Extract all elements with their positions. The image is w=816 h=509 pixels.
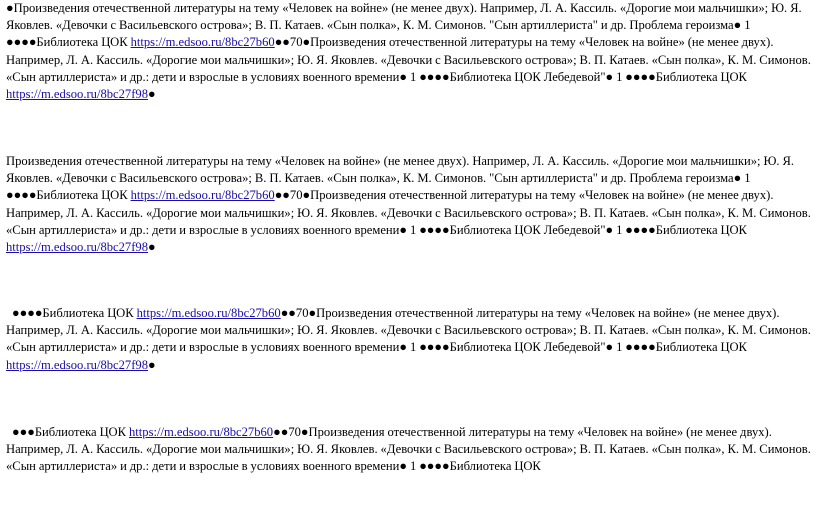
bullet-marker: ● <box>148 87 156 102</box>
paragraph-1 <box>6 0 812 103</box>
bullet-marker: ● <box>148 240 156 255</box>
paragraph-text: ●●70●Произведения отечественной литературы на тему «Человек на войне» (не менее двух). Например, Л. А. Кассиль. «Дорогие мои мальчишки»; Ю. Я. Яковлев. «Девочки с Васильевского острова»; В. П. Катаев. «Сын полка», К. М. Симонов. «Сын артиллериста» и др.: дети и взрослые в условиях военного времени● 1 ●●●●Библиотека ЦОК Лебедевой"● 1 ●●●●Библиотека ЦОК <box>6 35 811 84</box>
paragraph-text: ●●70●Произведения отечественной литературы на тему «Человек на войне» (не менее двух). Например, Л. А. Кассиль. «Дорогие мои мальчишки»; Ю. Я. Яковлев. «Девочки с Васильевского острова»; В. П. Катаев. «Сын полка», К. М. Симонов. «Сын артиллериста» и др.: дети и взрослые в условиях военного времени● 1 ●●●●Библиотека ЦОК <box>6 425 811 474</box>
library-link[interactable]: https://m.edsoo.ru/8bc27f98 <box>6 87 149 102</box>
paragraph-2 <box>6 153 812 256</box>
paragraph-4 <box>6 424 812 476</box>
paragraph-text: ●●●●Библиотека ЦОК <box>12 306 137 320</box>
library-link[interactable]: https://m.edsoo.ru/8bc27b60 <box>130 188 275 203</box>
library-link[interactable]: https://m.edsoo.ru/8bc27f98 <box>6 240 149 255</box>
paragraph-text: ●●70●Произведения отечественной литературы на тему «Человек на войне» (не менее двух). Например, Л. А. Кассиль. «Дорогие мои мальчишки»; Ю. Я. Яковлев. «Девочки с Васильевского острова»; В. П. Катаев. «Сын полка», К. М. Симонов. «Сын артиллериста» и др.: дети и взрослые в условиях военного времени● 1 ●●●●Библиотека ЦОК Лебедевой"● 1 ●●●●Библиотека ЦОК <box>6 306 811 355</box>
paragraph-text: ●●●Библиотека ЦОК <box>12 425 129 439</box>
paragraph-text: ●●70●Произведения отечественной литературы на тему «Человек на войне» (не менее двух). Например, Л. А. Кассиль. «Дорогие мои мальчишки»; Ю. Я. Яковлев. «Девочки с Васильевского острова»; В. П. Катаев. «Сын полка», К. М. Симонов. «Сын артиллериста» и др.: дети и взрослые в условиях военного времени● 1 ●●●●Библиотека ЦОК Лебедевой"● 1 ●●●●Библиотека ЦОК <box>6 188 811 237</box>
library-link[interactable]: https://m.edsoo.ru/8bc27b60 <box>130 35 275 50</box>
bullet-marker: ● <box>148 357 156 372</box>
library-link[interactable]: https://m.edsoo.ru/8bc27f98 <box>6 357 149 372</box>
library-link[interactable]: https://m.edsoo.ru/8bc27b60 <box>128 425 274 439</box>
paragraph-text: Произведения отечественной литературы на тему «Человек на войне» (не менее двух). Например, Л. А. Кассиль. «Дорогие мои мальчишки»; Ю. Я. Яковлев. «Девочки с Васильевского острова»; В. П. Катаев. «Сын полка», К. М. Симонов. "Сын артиллериста" и др. Проблема героизма● 1 ●●●●Библиотека ЦОК <box>6 154 795 203</box>
library-link[interactable]: https://m.edsoo.ru/8bc27b60 <box>136 306 281 320</box>
paragraph-text: ●Произведения отечественной литературы на тему «Человек на войне» (не менее двух). Например, Л. А. Кассиль. «Дорогие мои мальчишки»; Ю. Я. Яковлев. «Девочки с Васильевского острова»; В. П. Катаев. «Сын полка», К. М. Симонов. "Сын артиллериста" и др. Проблема героизма● 1 ●●●●Библиотека ЦОК <box>6 1 802 50</box>
paragraph-3 <box>6 305 812 374</box>
